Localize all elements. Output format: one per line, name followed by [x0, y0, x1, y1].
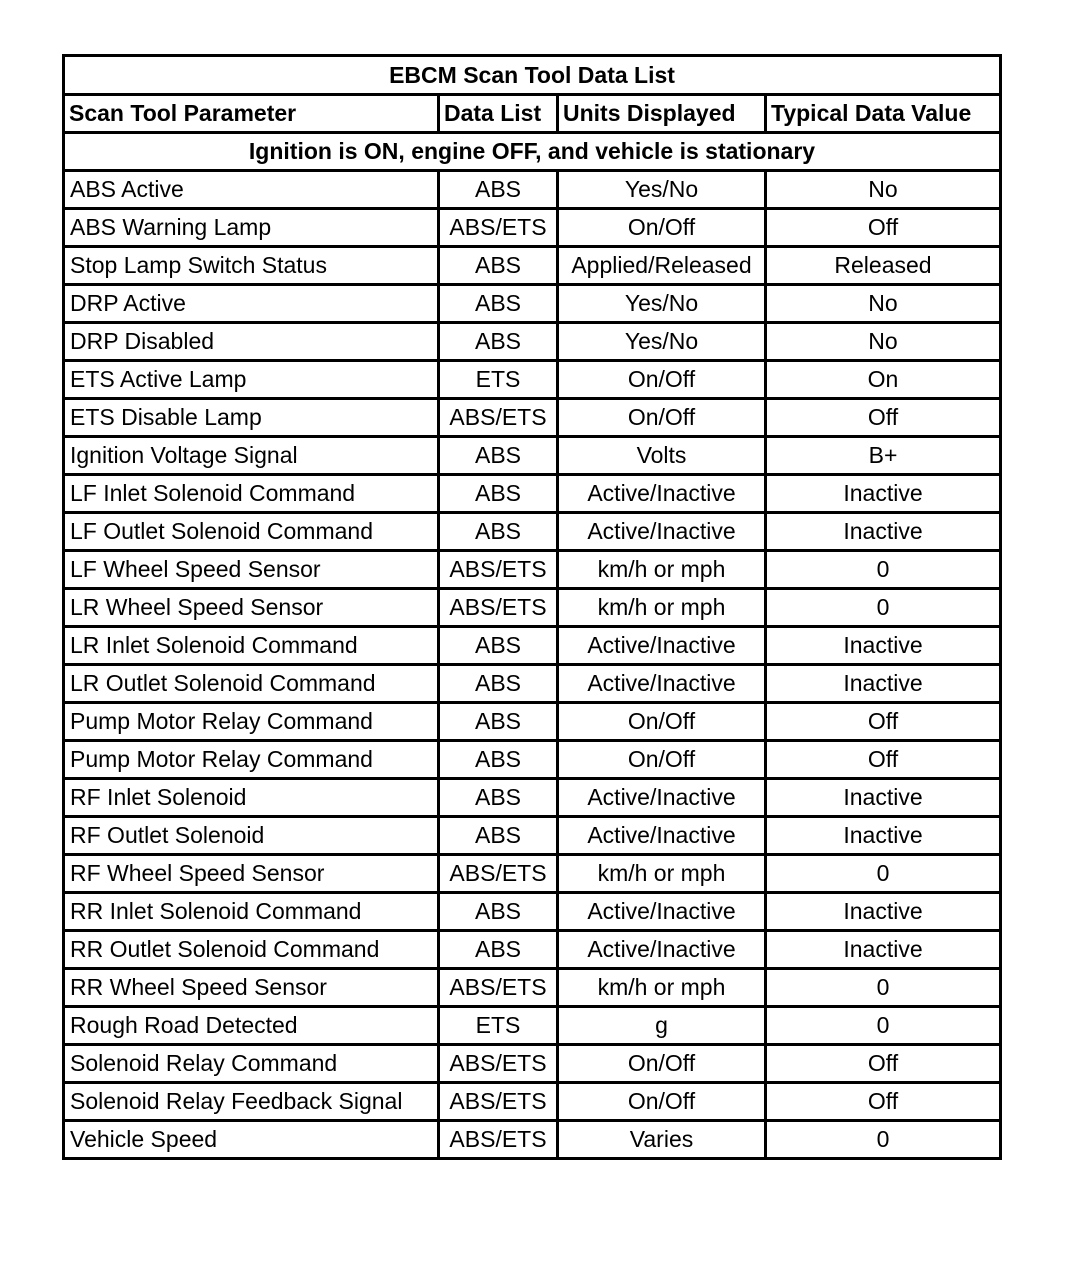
- units-cell: On/Off: [558, 399, 766, 437]
- table-title-row: [64, 56, 1001, 95]
- typical-value-cell: Inactive: [766, 779, 1001, 817]
- table-row: [64, 779, 1001, 817]
- units-cell: Yes/No: [558, 323, 766, 361]
- parameter-cell: LF Wheel Speed Sensor: [64, 551, 439, 589]
- ebcm-data-table: [62, 54, 1002, 1160]
- typical-value-cell: No: [766, 285, 1001, 323]
- parameter-cell: RF Inlet Solenoid: [64, 779, 439, 817]
- header-units: Units Displayed: [558, 95, 766, 133]
- parameter-cell: ABS Active: [64, 171, 439, 209]
- typical-value-cell: 0: [766, 855, 1001, 893]
- typical-value-cell: Inactive: [766, 475, 1001, 513]
- parameter-cell: LF Inlet Solenoid Command: [64, 475, 439, 513]
- typical-value-cell: Off: [766, 1083, 1001, 1121]
- data-list-cell: ABS: [439, 817, 558, 855]
- parameter-cell: Pump Motor Relay Command: [64, 741, 439, 779]
- table-row: [64, 741, 1001, 779]
- table-row: [64, 969, 1001, 1007]
- units-cell: Active/Inactive: [558, 475, 766, 513]
- data-list-cell: ABS/ETS: [439, 1083, 558, 1121]
- parameter-cell: Pump Motor Relay Command: [64, 703, 439, 741]
- table-row: [64, 703, 1001, 741]
- typical-value-cell: Off: [766, 703, 1001, 741]
- parameter-cell: LF Outlet Solenoid Command: [64, 513, 439, 551]
- typical-value-cell: Inactive: [766, 931, 1001, 969]
- table-row: [64, 1007, 1001, 1045]
- data-list-cell: ABS/ETS: [439, 551, 558, 589]
- typical-value-cell: Inactive: [766, 893, 1001, 931]
- typical-value-cell: 0: [766, 589, 1001, 627]
- parameter-cell: DRP Disabled: [64, 323, 439, 361]
- typical-value-cell: Off: [766, 209, 1001, 247]
- table-row: [64, 323, 1001, 361]
- units-cell: On/Off: [558, 1083, 766, 1121]
- table-row: [64, 361, 1001, 399]
- parameter-cell: Vehicle Speed: [64, 1121, 439, 1159]
- typical-value-cell: Inactive: [766, 627, 1001, 665]
- table-row: [64, 589, 1001, 627]
- data-list-cell: ABS: [439, 475, 558, 513]
- parameter-cell: ETS Active Lamp: [64, 361, 439, 399]
- data-list-cell: ABS/ETS: [439, 855, 558, 893]
- units-cell: On/Off: [558, 1045, 766, 1083]
- data-list-cell: ABS: [439, 741, 558, 779]
- data-list-cell: ABS: [439, 703, 558, 741]
- table-row: [64, 247, 1001, 285]
- typical-value-cell: No: [766, 171, 1001, 209]
- table-row: [64, 855, 1001, 893]
- section-row: [64, 133, 1001, 171]
- typical-value-cell: On: [766, 361, 1001, 399]
- table-row: [64, 209, 1001, 247]
- table-row: [64, 171, 1001, 209]
- units-cell: Active/Inactive: [558, 779, 766, 817]
- data-list-cell: ABS: [439, 665, 558, 703]
- units-cell: Varies: [558, 1121, 766, 1159]
- data-list-cell: ABS/ETS: [439, 1121, 558, 1159]
- units-cell: Active/Inactive: [558, 817, 766, 855]
- table-row: [64, 627, 1001, 665]
- parameter-cell: RR Outlet Solenoid Command: [64, 931, 439, 969]
- parameter-cell: Rough Road Detected: [64, 1007, 439, 1045]
- data-list-cell: ABS: [439, 247, 558, 285]
- units-cell: Active/Inactive: [558, 893, 766, 931]
- units-cell: Active/Inactive: [558, 931, 766, 969]
- data-list-cell: ABS: [439, 779, 558, 817]
- header-typical-value: Typical Data Value: [766, 95, 1001, 133]
- data-list-cell: ABS: [439, 437, 558, 475]
- parameter-cell: Solenoid Relay Feedback Signal: [64, 1083, 439, 1121]
- section-heading: Ignition is ON, engine OFF, and vehicle is stationary: [64, 133, 1001, 171]
- units-cell: km/h or mph: [558, 969, 766, 1007]
- parameter-cell: LR Wheel Speed Sensor: [64, 589, 439, 627]
- parameter-cell: Solenoid Relay Command: [64, 1045, 439, 1083]
- table-row: [64, 1045, 1001, 1083]
- units-cell: Applied/Released: [558, 247, 766, 285]
- typical-value-cell: Off: [766, 741, 1001, 779]
- typical-value-cell: Released: [766, 247, 1001, 285]
- data-list-cell: ABS/ETS: [439, 969, 558, 1007]
- parameter-cell: ETS Disable Lamp: [64, 399, 439, 437]
- table-row: [64, 893, 1001, 931]
- units-cell: Volts: [558, 437, 766, 475]
- typical-value-cell: Off: [766, 1045, 1001, 1083]
- table-row: [64, 817, 1001, 855]
- parameter-cell: RR Wheel Speed Sensor: [64, 969, 439, 1007]
- table-row: [64, 437, 1001, 475]
- data-list-cell: ETS: [439, 361, 558, 399]
- data-list-cell: ABS: [439, 285, 558, 323]
- units-cell: Active/Inactive: [558, 627, 766, 665]
- table-row: [64, 931, 1001, 969]
- units-cell: g: [558, 1007, 766, 1045]
- data-list-cell: ABS: [439, 323, 558, 361]
- table-title: EBCM Scan Tool Data List: [64, 56, 1001, 95]
- units-cell: On/Off: [558, 703, 766, 741]
- header-parameter: Scan Tool Parameter: [64, 95, 439, 133]
- units-cell: km/h or mph: [558, 589, 766, 627]
- parameter-cell: DRP Active: [64, 285, 439, 323]
- typical-value-cell: Inactive: [766, 665, 1001, 703]
- typical-value-cell: 0: [766, 1007, 1001, 1045]
- table-row: [64, 1121, 1001, 1159]
- data-list-cell: ABS: [439, 931, 558, 969]
- table-row: [64, 1083, 1001, 1121]
- typical-value-cell: Inactive: [766, 513, 1001, 551]
- data-list-cell: ABS/ETS: [439, 589, 558, 627]
- units-cell: Active/Inactive: [558, 513, 766, 551]
- data-list-cell: ABS/ETS: [439, 399, 558, 437]
- table-row: [64, 665, 1001, 703]
- table-row: [64, 551, 1001, 589]
- typical-value-cell: B+: [766, 437, 1001, 475]
- parameter-cell: LR Outlet Solenoid Command: [64, 665, 439, 703]
- data-list-cell: ABS: [439, 893, 558, 931]
- data-list-cell: ETS: [439, 1007, 558, 1045]
- units-cell: On/Off: [558, 209, 766, 247]
- units-cell: Yes/No: [558, 171, 766, 209]
- parameter-cell: ABS Warning Lamp: [64, 209, 439, 247]
- units-cell: Active/Inactive: [558, 665, 766, 703]
- units-cell: On/Off: [558, 361, 766, 399]
- units-cell: km/h or mph: [558, 551, 766, 589]
- units-cell: On/Off: [558, 741, 766, 779]
- table-row: [64, 475, 1001, 513]
- units-cell: Yes/No: [558, 285, 766, 323]
- data-list-cell: ABS/ETS: [439, 1045, 558, 1083]
- data-list-cell: ABS: [439, 171, 558, 209]
- units-cell: km/h or mph: [558, 855, 766, 893]
- table-row: [64, 399, 1001, 437]
- data-list-cell: ABS: [439, 627, 558, 665]
- parameter-cell: LR Inlet Solenoid Command: [64, 627, 439, 665]
- parameter-cell: RF Wheel Speed Sensor: [64, 855, 439, 893]
- table-row: [64, 285, 1001, 323]
- typical-value-cell: 0: [766, 551, 1001, 589]
- parameter-cell: RR Inlet Solenoid Command: [64, 893, 439, 931]
- typical-value-cell: Inactive: [766, 817, 1001, 855]
- data-list-cell: ABS: [439, 513, 558, 551]
- parameter-cell: RF Outlet Solenoid: [64, 817, 439, 855]
- typical-value-cell: 0: [766, 1121, 1001, 1159]
- typical-value-cell: No: [766, 323, 1001, 361]
- parameter-cell: Ignition Voltage Signal: [64, 437, 439, 475]
- header-row: [64, 95, 1001, 133]
- parameter-cell: Stop Lamp Switch Status: [64, 247, 439, 285]
- typical-value-cell: Off: [766, 399, 1001, 437]
- table-row: [64, 513, 1001, 551]
- header-data-list: Data List: [439, 95, 558, 133]
- data-list-cell: ABS/ETS: [439, 209, 558, 247]
- typical-value-cell: 0: [766, 969, 1001, 1007]
